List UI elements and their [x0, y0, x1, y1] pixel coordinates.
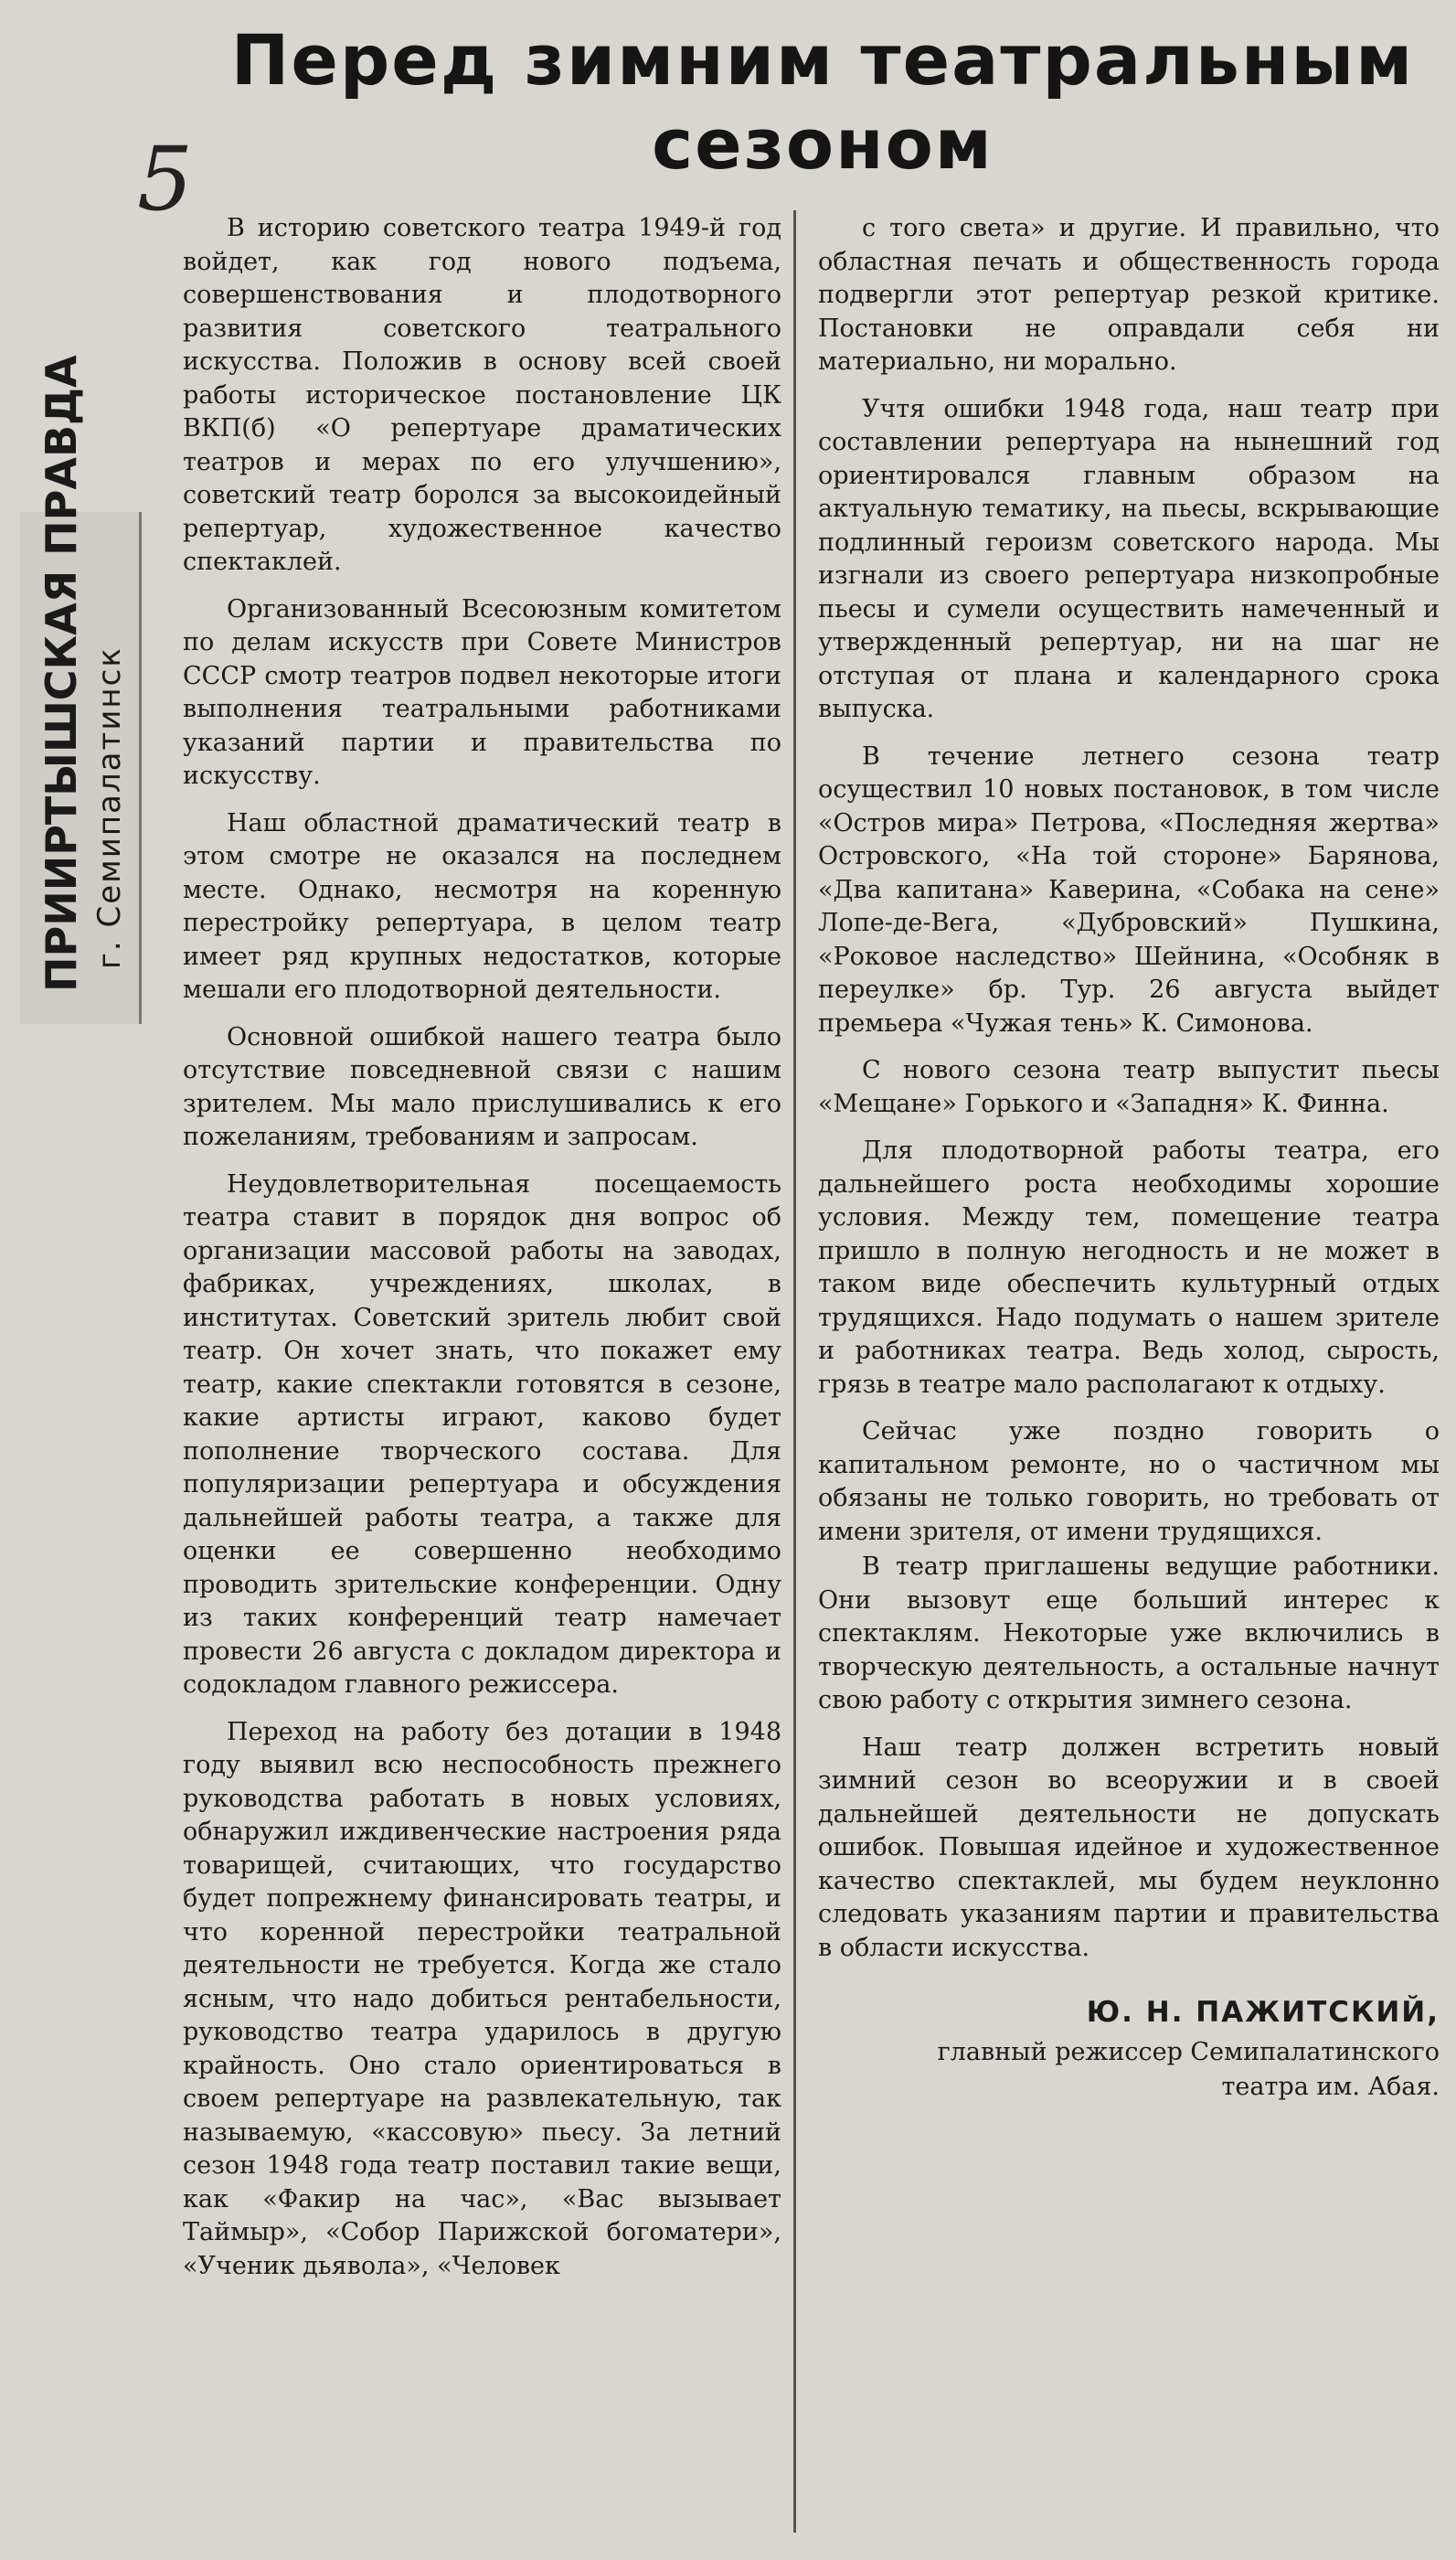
article-right-column: [818, 212, 1440, 2105]
paragraph: Учтя ошибки 1948 года, наш театр при составлении репертуара на нынешний год ориентировался главным образом на актуальную тематику, на пьесы, вскрывающие подлинный героизм советского народа. Мы изгнали из своего репертуара низкопробные пьесы и сумели осуществить намеченный и утвержденный репертуар, ни на шаг не отступая от плана и календарного срока выпуска.: [818, 394, 1440, 723]
paragraph: Организованный Всесоюзным комитетом по делам искусств при Совете Министров СССР смотр театров подвел некоторые итоги выполнения театральными работниками указаний партии и правительства по искусству.: [183, 594, 781, 790]
newspaper-title: ПРИИРТЫШСКАЯ ПРАВДА: [37, 355, 86, 992]
paragraph: В течение летнего сезона театр осуществил 10 новых постановок, в том числе «Остров мира» Петрова, «Последняя жертва» Островского, «На той стороне» Барянова, «Два капитана» Каверина, «Собака на сене» Лопе-де-Вега, «Дубровский» Пушкина, «Роковое наследство» Шейнина, «Особняк в переулке» бр. Тур. 26 августа выйдет премьера «Чужая тень» К. Симонова.: [818, 741, 1440, 1038]
author-name: Ю. Н. ПАЖИТСКИЙ,: [1086, 1996, 1440, 2029]
author-position: главный режиссер Семипалатинского: [937, 2037, 1440, 2066]
article-left-column: [183, 212, 781, 2297]
paragraph: Для плодотворной работы театра, его дальнейшего роста необходимы хорошие условия. Между тем, помещение театра пришло в полную негодность и не может в таком виде обеспечить культурный отдых трудящихся. Надо подумать о нашем зрителе и работниках театра. Ведь холод, сырость, грязь в театре мало располагают к отдыху.: [818, 1136, 1440, 1399]
paragraph: Наш областной драматический театр в этом смотре не оказался на последнем месте. Однако, несмотря на коренную перестройку репертуара, в целом театр имеет ряд крупных недостатков, которые мешали его плодотворной деятельности.: [183, 808, 781, 1004]
handwritten-mark: 5: [137, 128, 194, 230]
paragraph: В историю советского театра 1949-й год войдет, как год нового подъема, совершенствования и плодотворного развития советского театрального искусства. Положив в основу всей своей работы историческое постановление ЦК ВКП(б) «О репертуаре драматических театров и мерах по его улучшению», советский театр боролся за высокоидейный репертуар, художественное качество спектаклей.: [183, 214, 781, 576]
newspaper-stamp: [20, 355, 142, 1024]
paragraph: Сейчас уже поздно говорить о капитальном ремонте, но о частичном мы обязаны не только говорить, но требовать от имени зрителя, от имени трудящихся.: [818, 1417, 1440, 1546]
author-signature: [818, 1996, 1440, 2105]
article-headline: Перед зимним театральным сезоном: [230, 19, 1415, 185]
paragraph: с того света» и другие. И правильно, что областная печать и общественность города подвергли этот репертуар резкой критике. Постановки не оправдали себя ни материально, ни морально.: [818, 214, 1440, 376]
paragraph: С нового сезона театр выпустит пьесы «Мещане» Горького и «Западня» К. Финна.: [818, 1056, 1440, 1118]
column-divider: [793, 210, 796, 2533]
author-theatre: театра им. Абая.: [1221, 2072, 1440, 2101]
paragraph: Переход на работу без дотации в 1948 году выявил всю неспособность прежнего руководства работать в новых условиях, обнаружил иждивенческие настроения ряда товарищей, считающих, что государство будет попрежнему финансировать театры, и что коренной перестройки театральной деятельности не требуется. Когда же стало ясным, что надо добиться рентабельности, руководство театра ударилось в другую крайность. Оно стало ориентироваться в своем репертуаре на развлекательную, так называемую, «кассовую» пьесу. За летний сезон 1948 года театр поставил такие вещи, как «Факир на час», «Вас вызывает Таймыр», «Собор Парижской богоматери», «Ученик дьявола», «Человек: [183, 1717, 781, 2280]
paragraph: Наш театр должен встретить новый зимний сезон во всеоружии и в своей дальнейшей деятельности не допускать ошибок. Повышая идейное и художественное качество спектаклей, мы будем неуклонно следовать указаниям партии и правительства в области искусства.: [818, 1733, 1440, 1962]
paragraph: Неудовлетворительная посещаемость театра ставит в порядок дня вопрос об организации массовой работы на заводах, фабриках, учреждениях, школах, в институтах. Советский зритель любит свой театр. Он хочет знать, что покажет ему театр, какие спектакли готовятся в сезоне, какие артисты играют, каково будет пополнение творческого состава. Для популяризации репертуара и обсуждения дальнейшей работы театра, а также для оценки ее совершенно необходимо проводить зрительские конференции. Одну из таких конференций театр намечает провести 26 августа с докладом директора и содокладом главного режиссера.: [183, 1169, 781, 1699]
paragraph: В театр приглашены ведущие работники. Они вызовут еще больший интерес к спектаклям. Некоторые уже включились в творческую деятельность, а остальные начнут свою работу с открытия зимнего сезона.: [818, 1552, 1440, 1714]
paragraph: Основной ошибкой нашего театра было отсутствие повседневной связи с нашим зрителем. Мы мало прислушивались к его пожеланиям, требованиям и запросам.: [183, 1022, 781, 1151]
newspaper-city: г. Семипалатинск: [91, 646, 128, 969]
